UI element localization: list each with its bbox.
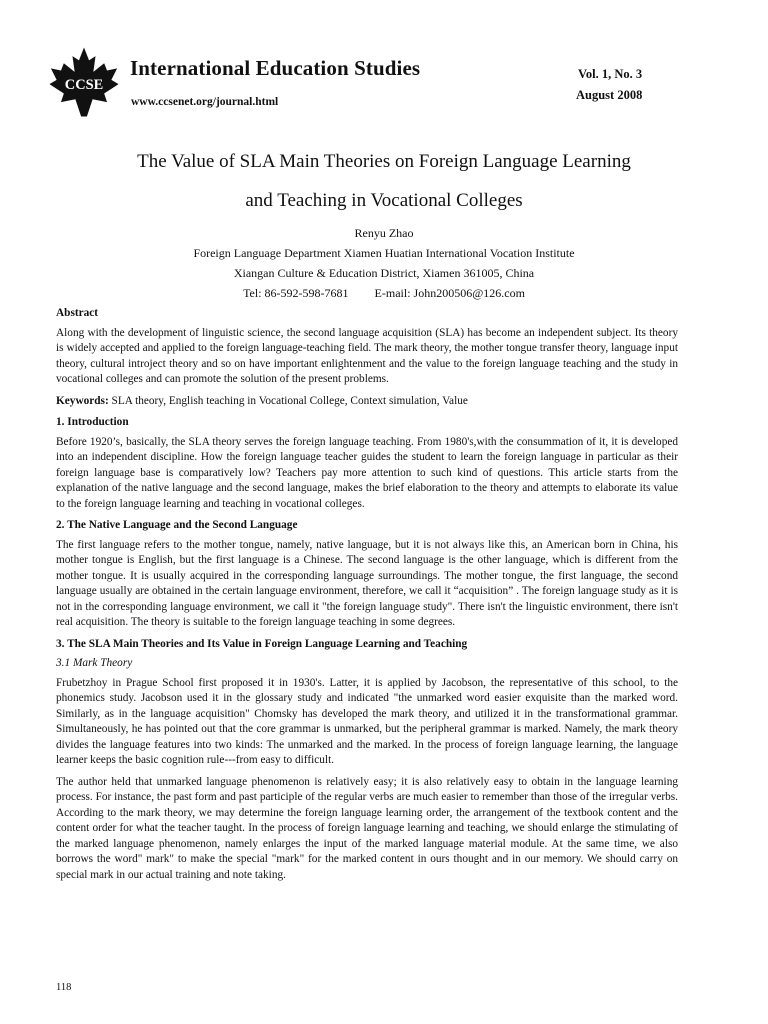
section-1-heading: 1. Introduction xyxy=(56,416,129,428)
journal-title: International Education Studies xyxy=(130,56,421,80)
keywords-text: SLA theory, English teaching in Vocational College, Context simulation, Value xyxy=(108,394,468,407)
telephone: Tel: 86-592-598-7681 xyxy=(243,286,349,300)
section-2-heading: 2. The Native Language and the Second Language xyxy=(56,519,298,531)
section-2-paragraph: The first language refers to the mother tongue, namely, native language, but it is not always like this, an American born in China, his mother tongue is English, but the first language is a Chinese. The second language is the other language, which is different from the mother tongue. It is usually acquired in the corresponding language surroundings. The mother tongue, the first language, the second language usually are obtained in the certain language environment, therefore, we call it “acquisition” . The foreign language study as it is not in the corresponding language environment, we call it "the foreign language study". There isn't the linguistic environment, there isn't real acquisition. The theory is suitable to the foreign language teaching in some degrees. xyxy=(56,538,678,628)
article-body xyxy=(56,306,678,889)
keywords-label: Keywords: xyxy=(56,394,109,407)
author-name: Renyu Zhao xyxy=(354,226,414,240)
subsection-3-1-paragraph-2: The author held that unmarked language phenomenon is relatively easy; it is also relatively easy to obtain in the language learning process. For instance, the past form and past participle of the regular verbs are much easier to remember than those of the irregular verbs. According to the mark theory, we may determine the foreign language learning order, the arrangement of the textbook content and the content order for what the teacher taught. In the process of foreign language learning and teaching, we should enlarge the stimulating of the marked language phenomenon, namely enlarges the input of the marked language material module. At the same time, we also borrows the word" mark" to make the special "mark" for the marked content in ours thought and in our memory. We should carry on special mark in our actual training and note taking. xyxy=(56,775,678,881)
section-1-paragraph: Before 1920’s, basically, the SLA theory serves the foreign language teaching. From 1980's,with the consummation of it, it is developed into an independent discipline. How the foreign language teacher guides the student to learn the foreign language in particular as their foreign language base is comparatively low? Teachers pay more attention to such kind of questions. This article starts from the explanation of the native language and the second language, makes the brief elaboration to the theory and attempts to elaborate its value to the foreign language learning and teaching in vocational colleges. xyxy=(56,435,678,510)
affiliation-line-2: Xiangan Culture & Education District, Xiamen 361005, China xyxy=(233,266,535,280)
subsection-3-1-heading: 3.1 Mark Theory xyxy=(56,657,133,669)
ccse-maple-leaf-logo xyxy=(48,46,120,118)
article-title-line-1: The Value of SLA Main Theories on Foreign Language Learning xyxy=(137,151,631,172)
article-title-line-2: and Teaching in Vocational Colleges xyxy=(245,190,523,211)
volume-issue: Vol. 1, No. 3 xyxy=(578,67,643,81)
contact-line xyxy=(56,286,712,301)
email: E-mail: John200506@126.com xyxy=(374,286,525,300)
abstract-text: Along with the development of linguistic science, the second language acquisition (SLA) has become an independent subject. Its theory is widely accepted and applied to the foreign language-teaching field. The mark theory, the mother tongue transfer theory, language input theory, cultural introject theory and so on have important enlightenment and the value to the foreign language teaching and the study in vocational colleges and can promote the solution of the present problems. xyxy=(56,326,678,385)
logo-text: CCSE xyxy=(64,77,104,94)
page-number: 118 xyxy=(56,982,72,993)
issue-date: August 2008 xyxy=(576,88,643,102)
affiliation-line-1: Foreign Language Department Xiamen Huatian International Vocation Institute xyxy=(193,246,575,260)
abstract-heading: Abstract xyxy=(56,307,99,319)
subsection-3-1-paragraph-1: Frubetzhoy in Prague School first proposed it in 1930's. Latter, it is applied by Jacobson, the representative of this school, to the phonemics study. Jacobson used it in the glossary study and indicated "the unmarked word easier exquisite than the marked word. Similarly, as in the language acquisition" Chomsky has developed the mark theory, and utilized it in the transformational grammar. Simultaneously, he has pointed out that the core grammar is unmarked, but the peripheral grammar is marked. Namely, the mark theory divides the language features into two kinds: The unmarked and the marked. In the process of foreign language learning, the language learner keeps the basic cognition rule---from easy to difficult. xyxy=(56,676,678,766)
keywords-line xyxy=(56,394,678,410)
journal-url: www.ccsenet.org/journal.html xyxy=(131,96,279,108)
journal-header xyxy=(0,0,768,118)
section-3-heading: 3. The SLA Main Theories and Its Value in Foreign Language Learning and Teaching xyxy=(56,637,468,650)
